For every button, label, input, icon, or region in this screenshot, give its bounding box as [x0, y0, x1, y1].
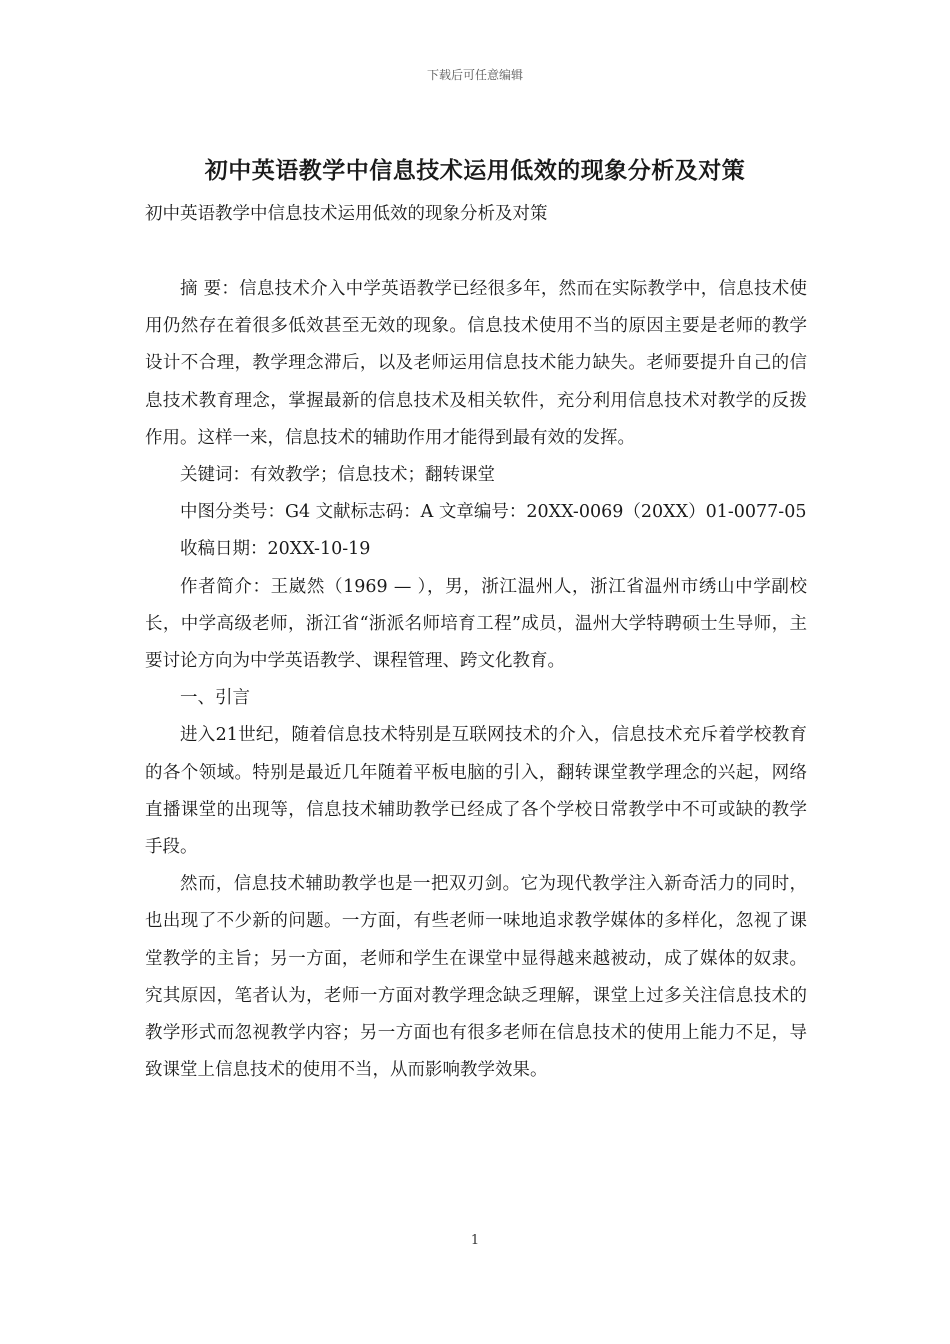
- abstract-paragraph: 摘 要：信息技术介入中学英语教学已经很多年，然而在实际教学中，信息技术使用仍然存在着很多低效甚至无效的现象。信息技术使用不当的原因主要是老师的教学设计不合理，教学理念滞后，以及老师运用信息技术能力缺失。老师要提升自己的信息技术教育理念，掌握最新的信息技术及相关软件，充分利用信息技术对教学的反拨作用。这样一来，信息技术的辅助作用才能得到最有效的发挥。: [145, 279, 807, 448]
- body-paragraph: 进入21世纪，随着信息技术特别是互联网技术的介入，信息技术充斥着学校教育的各个领域。特别是最近几年随着平板电脑的引入，翻转课堂教学理念的兴起，网络直播课堂的出现等，信息技术辅助教学已经成了各个学校日常教学中不可或缺的教学手段。: [145, 725, 807, 858]
- body-paragraph: 然而，信息技术辅助教学也是一把双刃剑。它为现代教学注入新奇活力的同时，也出现了不少新的问题。一方面，有些老师一味地追求教学媒体的多样化，忽视了课堂教学的主旨；另一方面，老师和学生在课堂中显得越来越被动，成了媒体的奴隶。究其原因，笔者认为，老师一方面对教学理念缺乏理解，课堂上过多关注信息技术的教学形式而忽视教学内容；另一方面也有很多老师在信息技术的使用上能力不足，导致课堂上信息技术的使用不当，从而影响教学效果。: [145, 874, 807, 1081]
- section-heading-introduction: 一、引言: [180, 688, 250, 709]
- page-number: 1: [470, 1233, 480, 1248]
- keywords-paragraph: 关键词：有效教学；信息技术；翻转课堂: [180, 465, 495, 486]
- received-date-paragraph: 收稿日期：20XX-10-19: [180, 539, 371, 560]
- document-subtitle: 初中英语教学中信息技术运用低效的现象分析及对策: [145, 204, 548, 224]
- author-bio-paragraph: 作者简介：王崴然（1969 — ），男，浙江温州人，浙江省温州市绣山中学副校长，中学高级老师，浙江省“浙派名师培育工程”成员，温州大学特聘硕士生导师，主要讨论方向为中学英语教学、课程管理、跨文化教育。: [145, 576, 807, 672]
- page-header-note: 下载后可任意编辑: [426, 68, 523, 82]
- classification-paragraph: 中图分类号：G4 文献标志码：A 文章编号：20XX-0069（20XX）01-0077-05: [180, 502, 807, 523]
- document-title: 初中英语教学中信息技术运用低效的现象分析及对策: [204, 157, 746, 184]
- document-body: [145, 271, 807, 1089]
